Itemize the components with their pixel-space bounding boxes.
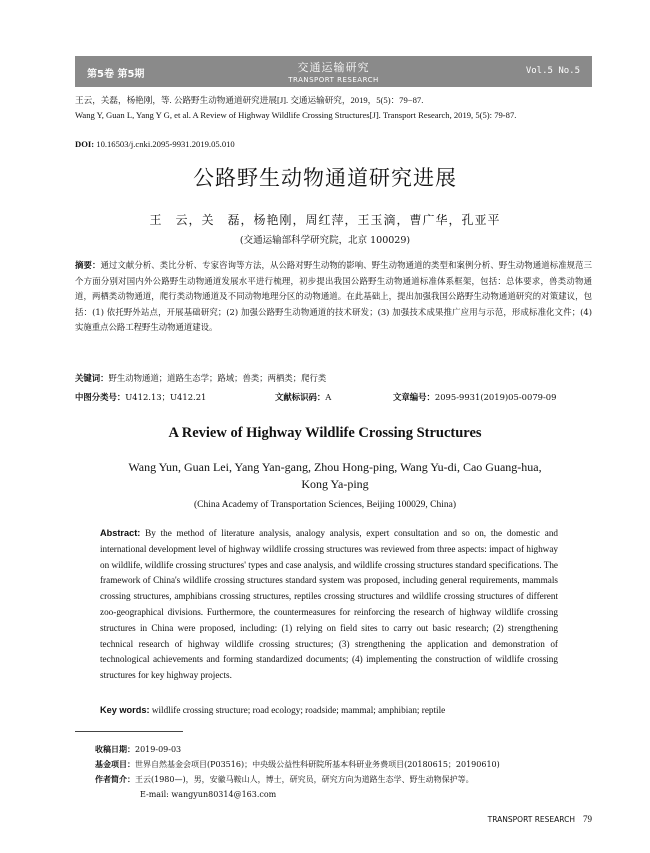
document-code [275, 391, 331, 403]
keywords-en-label: Key words: [100, 705, 150, 715]
abstract-cn-label: 摘要： [75, 260, 101, 270]
footnote-divider [75, 731, 183, 732]
abstract-en-text: By the method of literature analysis, analogy analysis, expert consultation and so on, the domestic and international development level of highway wildlife crossing structures was reviewed from three aspects: impact of highway on wildlife, wildlife crossing structures' types and case analysis, and wildlife crossing structures standard specifications. The framework of China's wildlife crossing structures standard system was proposed, including general requirements, mammals crossing structures, amphibians crossing structures, reptiles crossing structures and wildlife crossing structures of different zoo-geographical divisions. Furthermore, the countermeasures for reinforcing the research of highway wildlife crossing structures in China were proposed, including: (1) relying on field sites to carry out basic research; (2) strengthening technical research of highway wildlife crossing structures; (3) strengthening the application and demonstration of technological achievements and forming standardized documents; (4) implementing the construction of wildlife crossing structures for key highway projects. [100, 528, 559, 681]
fund-label: 基金项目： [95, 760, 135, 769]
journal-name-cn: 交通运输研究 [297, 61, 370, 74]
page-footer [488, 814, 592, 824]
footnote-author [95, 774, 595, 786]
issue-en: Vol.5 No.5 [525, 66, 580, 76]
doc-code-label: 文献标识码： [275, 392, 326, 402]
journal-header-bar [75, 56, 592, 87]
article-number-label: 文章编号： [393, 392, 435, 402]
authors-en: Wang Yun, Guan Lei, Yang Yan-gang, Zhou Hong-ping, Wang Yu-di, Cao Guang-hua, Kong Ya-ping [128, 460, 542, 491]
doi-label: DOI: [75, 139, 95, 149]
page-number: 79 [583, 814, 592, 824]
abstract-cn-text: 通过文献分析、类比分析、专家咨询等方法，从公路对野生动物的影响、野生动物通道的类型和案例分析、野生动物通道标准规范三个方面分别对国内外公路野生动物通道发展水平进行梳理，初步提出我国公路野生动物通道标准体系框架，包括：总体要求，兽类动物通道，两栖类动物通道，爬行类动物通道及不同动物地理分区的动物通道。在此基础上，提出加强我国公路野生动物通道研究的对策建议，包括：(1) 依托野外站点，开展基础研究；(2) 加强公路野生动物通道的技术研发；(3) 加强技术成果推广应用与示范，形成标准化文件；(4) 实施重点公路工程野生动物通道建设。 [75, 260, 593, 332]
footnote-received [95, 744, 595, 756]
keywords-en-text: wildlife crossing structure; road ecology; roadside; mammal; amphibian; reptile [151, 705, 446, 715]
abstract-en [100, 526, 558, 684]
article-number [393, 391, 556, 403]
abstract-cn [75, 258, 592, 336]
citation-en: Wang Y, Guan L, Yang Y G, et al. A Review of Highway Wildlife Crossing Structures[J]. Transport Research, 2019, 5(5): 79-87. [75, 110, 517, 120]
affiliation-cn: (交通运输部科学研究院，北京 100029) [239, 235, 411, 246]
journal-name-en: TRANSPORT RESEARCH [288, 76, 379, 84]
received-date: 2019-09-03 [135, 745, 182, 754]
author-bio-label: 作者简介： [95, 775, 135, 784]
clc-value: U412.13；U412.21 [125, 392, 207, 402]
abstract-en-label: Abstract: [100, 528, 141, 538]
article-title-cn: 公路野生动物通道研究进展 [193, 166, 457, 190]
fund-text: 世界自然基金会项目(P03516)；中央级公益性科研院所基本科研业务费项目(20180615；20190610) [135, 760, 500, 769]
journal-name [75, 59, 592, 84]
doi-line [75, 138, 590, 150]
doc-code-value: A [325, 392, 332, 402]
received-label: 收稿日期： [95, 745, 135, 754]
keywords-cn [75, 372, 592, 384]
article-number-value: 2095-9931(2019)05-0079-09 [434, 392, 557, 402]
doi-value[interactable]: 10.16503/j.cnki.2095-9931.2019.05.010 [96, 139, 235, 149]
affiliation-en: (China Academy of Transportation Sciences, Beijing 100029, China) [193, 500, 456, 510]
footer-journal: TRANSPORT RESEARCH [487, 815, 575, 824]
citation-cn: 王云，关磊，杨艳刚，等. 公路野生动物通道研究进展[J]. 交通运输研究，2019，5(5)：79−87. [75, 95, 424, 105]
authors-cn: 王 云，关 磊，杨艳刚，周红萍，王玉滴，曹广华，孔亚平 [149, 213, 501, 227]
article-title-en: A Review of Highway Wildlife Crossing Structures [168, 425, 482, 441]
footnote-fund [95, 759, 595, 771]
keywords-en [100, 705, 570, 715]
author-bio-text: 王云(1980—)，男，安徽马鞍山人，博士，研究员，研究方向为道路生态学、野生动物保护等。 [135, 775, 474, 784]
issue-cn: 第5卷 第5期 [87, 69, 145, 80]
author-email[interactable]: E-mail: wangyun80314@163.com [140, 790, 277, 799]
keywords-cn-label: 关键词： [75, 373, 109, 383]
clc-number [75, 391, 206, 403]
keywords-cn-text: 野生动物通道；道路生态学；路域；兽类；两栖类；爬行类 [108, 373, 327, 383]
clc-label: 中图分类号： [75, 392, 126, 402]
